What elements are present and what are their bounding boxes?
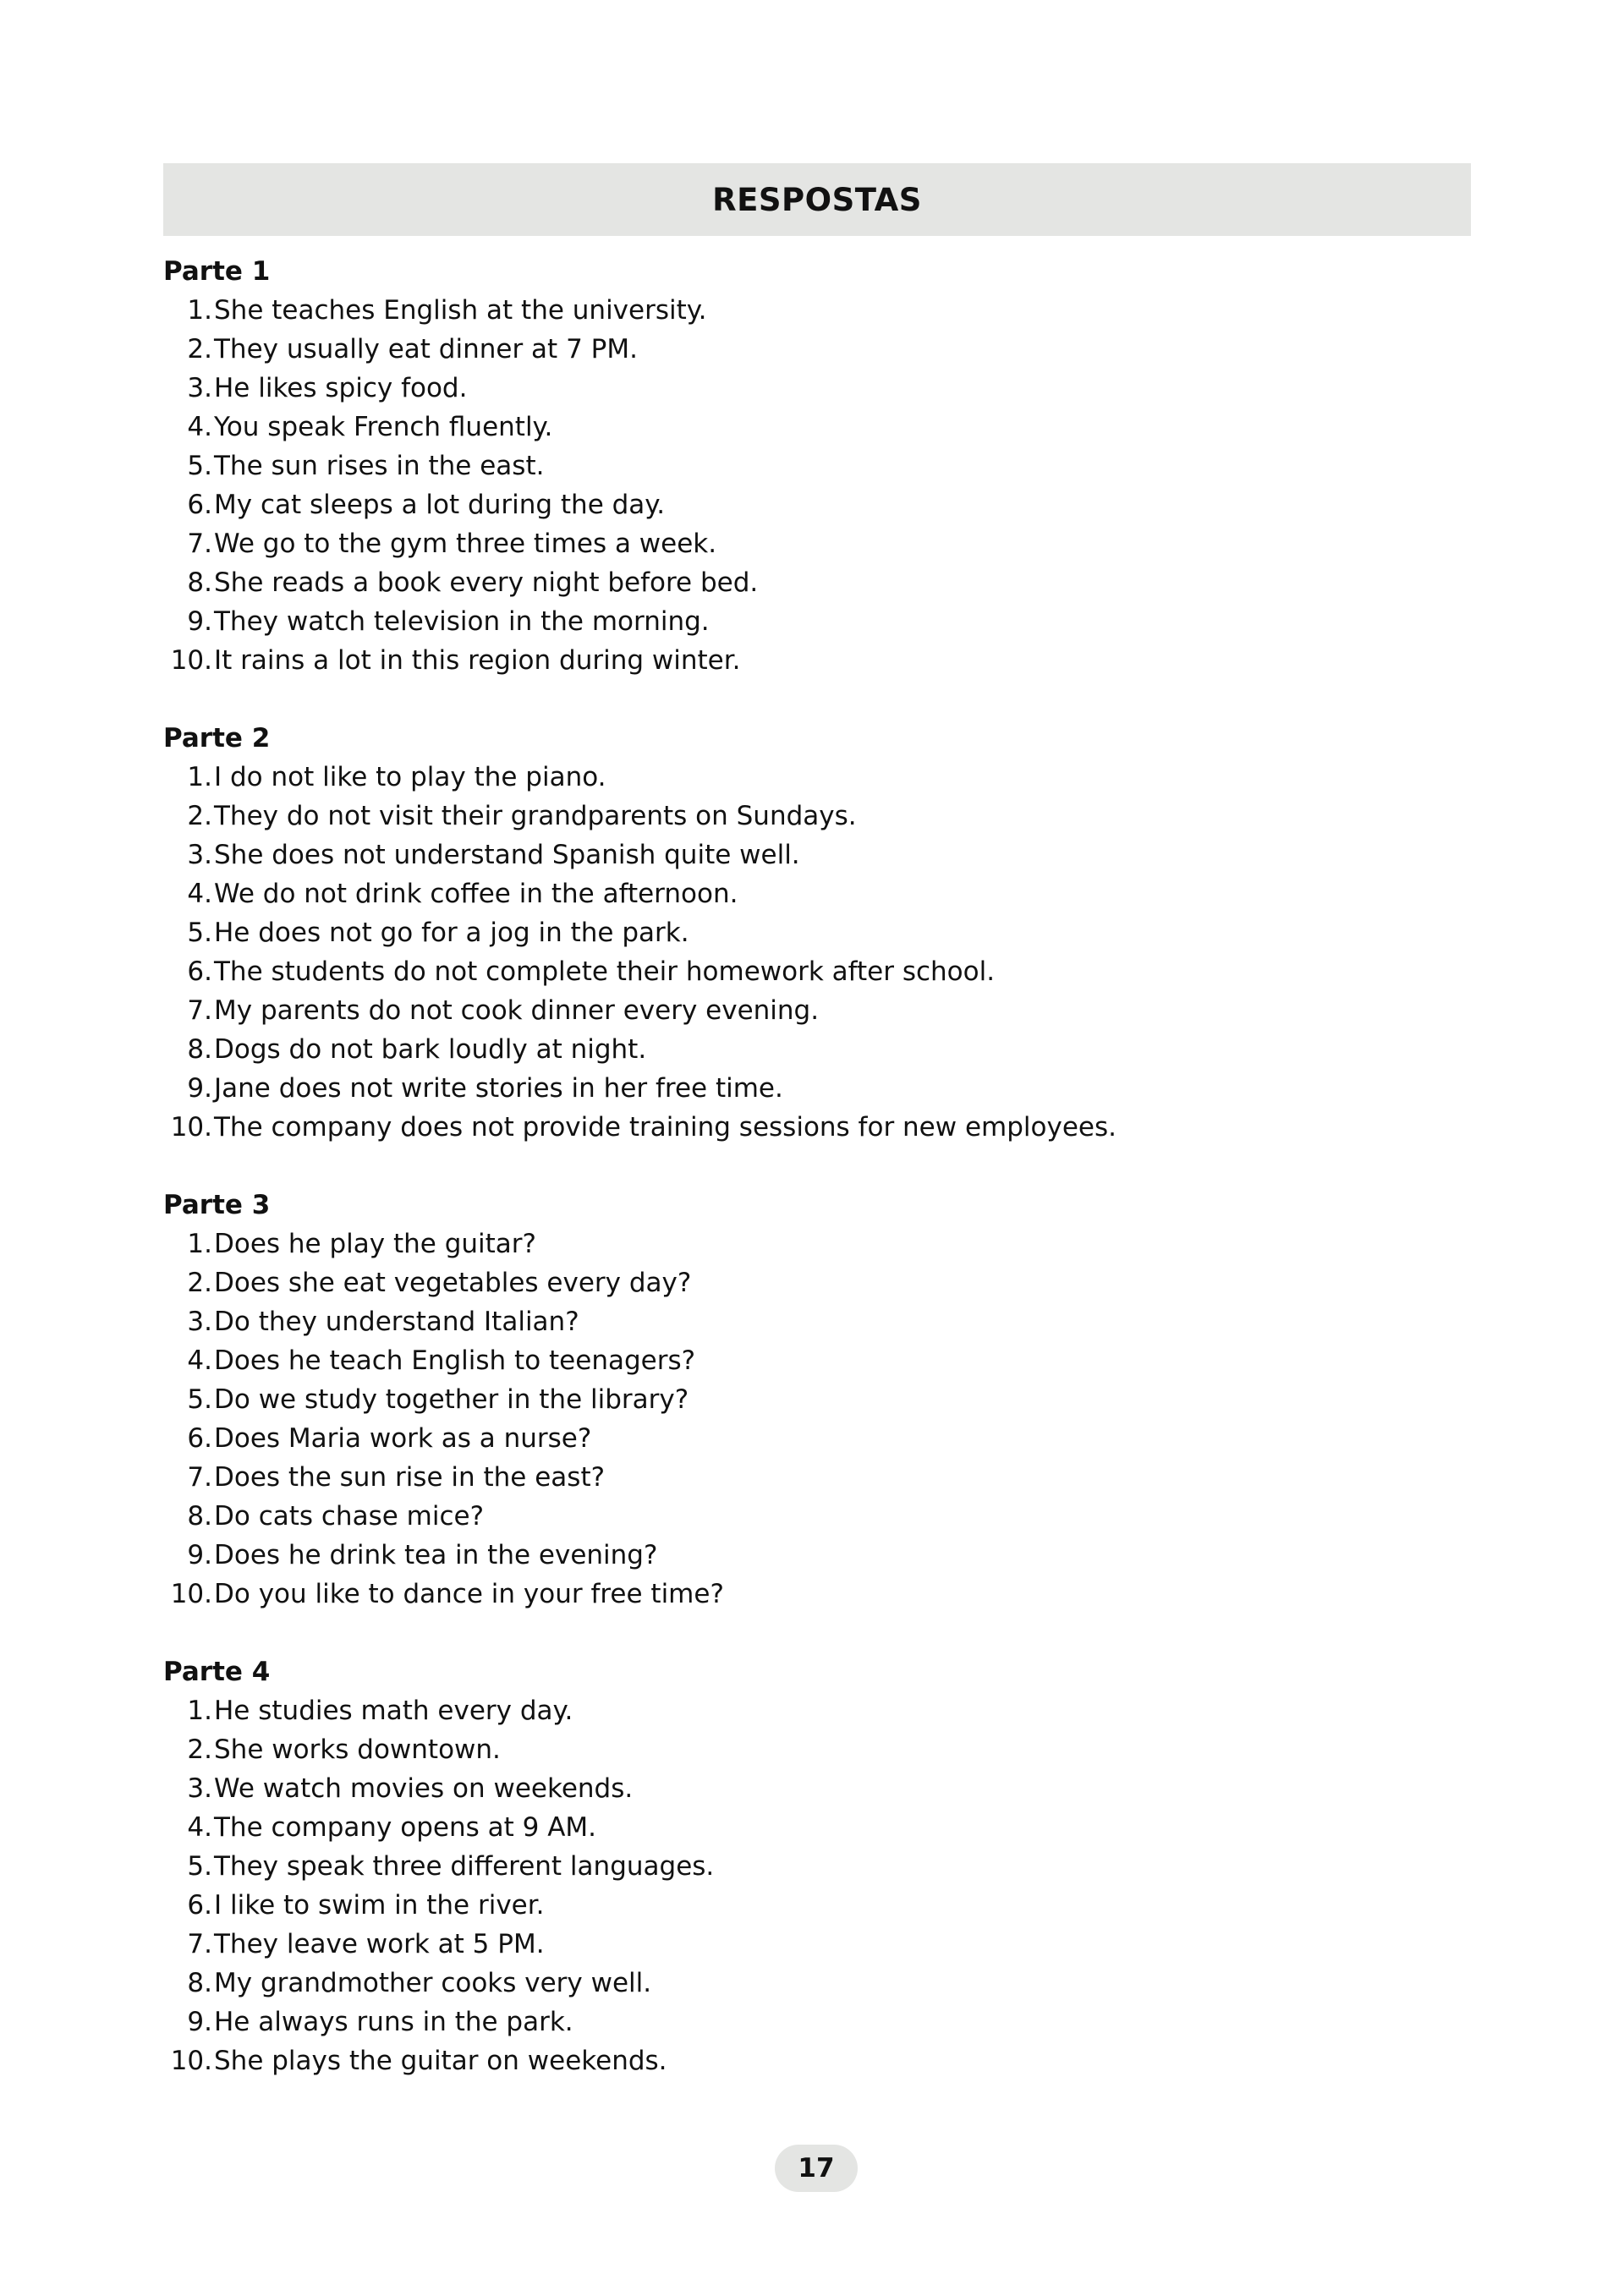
answer-list <box>163 1225 724 1614</box>
list-item <box>163 1030 1116 1069</box>
list-item <box>163 1925 714 1964</box>
item-text: The company opens at 9 AM. <box>214 1812 596 1843</box>
list-item <box>163 1419 724 1458</box>
list-item <box>163 1769 714 1808</box>
list-item <box>163 447 758 485</box>
list-item <box>163 2003 714 2041</box>
list-item <box>163 991 1116 1030</box>
item-number: 9. <box>187 2007 212 2037</box>
item-text: He does not go for a jog in the park. <box>214 918 689 948</box>
item-text: He studies math every day. <box>214 1696 573 1726</box>
item-text: Jane does not write stories in her free time. <box>214 1073 783 1104</box>
item-number: 4. <box>187 1812 212 1843</box>
item-number: 1. <box>187 762 212 792</box>
item-text: The sun rises in the east. <box>214 451 545 481</box>
item-text: Do we study together in the library? <box>214 1384 689 1415</box>
item-text: My parents do not cook dinner every evening. <box>214 995 820 1026</box>
item-number: 7. <box>187 1929 212 1959</box>
section-title: Parte 1 <box>163 256 271 287</box>
item-text: I like to swim in the river. <box>214 1890 545 1921</box>
list-item <box>163 1225 724 1263</box>
answer-list <box>163 758 1116 1147</box>
list-item <box>163 1341 724 1380</box>
list-item <box>163 524 758 563</box>
item-number: 4. <box>187 412 212 442</box>
item-number: 9. <box>187 606 212 637</box>
page-number-badge <box>775 2145 858 2192</box>
item-text: She does not understand Spanish quite well. <box>214 840 800 870</box>
item-text: Does Maria work as a nurse? <box>214 1423 592 1454</box>
list-item <box>163 1069 1116 1108</box>
item-number: 8. <box>187 567 212 598</box>
item-text: Does he play the guitar? <box>214 1229 536 1259</box>
item-number: 5. <box>187 1851 212 1882</box>
item-number: 10. <box>170 645 212 676</box>
item-text: They leave work at 5 PM. <box>214 1929 545 1959</box>
item-text: The students do not complete their homework after school. <box>214 956 996 987</box>
item-text: You speak French fluently. <box>214 412 553 442</box>
item-text: Dogs do not bark loudly at night. <box>214 1034 647 1065</box>
item-number: 7. <box>187 1462 212 1493</box>
item-number: 4. <box>187 1345 212 1376</box>
item-number: 1. <box>187 295 212 326</box>
item-number: 1. <box>187 1696 212 1726</box>
item-text: They speak three different languages. <box>214 1851 715 1882</box>
item-number: 8. <box>187 1501 212 1532</box>
item-number: 5. <box>187 1384 212 1415</box>
answer-list <box>163 1691 714 2080</box>
item-number: 3. <box>187 373 212 403</box>
list-item <box>163 1886 714 1925</box>
section-parte-4 <box>163 1652 714 2080</box>
item-number: 6. <box>187 956 212 987</box>
item-text: They usually eat dinner at 7 PM. <box>214 334 638 364</box>
list-item <box>163 1497 724 1536</box>
list-item <box>163 369 758 408</box>
list-item <box>163 1730 714 1769</box>
section-parte-1 <box>163 252 758 680</box>
item-number: 3. <box>187 1307 212 1337</box>
item-number: 9. <box>187 1540 212 1570</box>
item-number: 10. <box>170 2046 212 2076</box>
list-item <box>163 641 758 680</box>
item-text: Does the sun rise in the east? <box>214 1462 606 1493</box>
list-item <box>163 1536 724 1575</box>
item-number: 8. <box>187 1034 212 1065</box>
list-item <box>163 874 1116 913</box>
item-text: They watch television in the morning. <box>214 606 710 637</box>
item-text: We watch movies on weekends. <box>214 1773 634 1804</box>
item-text: Does he drink tea in the evening? <box>214 1540 658 1570</box>
item-text: Do they understand Italian? <box>214 1307 579 1337</box>
list-item <box>163 2041 714 2080</box>
item-text: I do not like to play the piano. <box>214 762 606 792</box>
item-text: She reads a book every night before bed. <box>214 567 759 598</box>
list-item <box>163 602 758 641</box>
list-item <box>163 1263 724 1302</box>
item-number: 3. <box>187 840 212 870</box>
list-item <box>163 1380 724 1419</box>
list-item <box>163 563 758 602</box>
item-number: 10. <box>170 1579 212 1609</box>
section-title: Parte 3 <box>163 1190 271 1220</box>
item-text: She plays the guitar on weekends. <box>214 2046 667 2076</box>
item-number: 1. <box>187 1229 212 1259</box>
section-title: Parte 4 <box>163 1657 271 1687</box>
list-item <box>163 1847 714 1886</box>
item-number: 7. <box>187 529 212 559</box>
list-item <box>163 758 1116 797</box>
item-text: He always runs in the park. <box>214 2007 573 2037</box>
item-number: 2. <box>187 1734 212 1765</box>
item-number: 7. <box>187 995 212 1026</box>
list-item <box>163 952 1116 991</box>
list-item <box>163 291 758 330</box>
item-text: Do cats chase mice? <box>214 1501 485 1532</box>
list-item <box>163 1108 1116 1147</box>
item-text: Do you like to dance in your free time? <box>214 1579 724 1609</box>
item-number: 10. <box>170 1112 212 1143</box>
item-number: 8. <box>187 1968 212 1998</box>
list-item <box>163 1691 714 1730</box>
item-text: He likes spicy food. <box>214 373 468 403</box>
item-number: 2. <box>187 334 212 364</box>
list-item <box>163 797 1116 836</box>
item-text: She teaches English at the university. <box>214 295 707 326</box>
section-title: Parte 2 <box>163 723 271 753</box>
item-number: 6. <box>187 1890 212 1921</box>
item-text: Does he teach English to teenagers? <box>214 1345 696 1376</box>
list-item <box>163 1575 724 1614</box>
section-parte-3 <box>163 1186 724 1614</box>
item-number: 3. <box>187 1773 212 1804</box>
list-item <box>163 1808 714 1847</box>
item-text: They do not visit their grandparents on Sundays. <box>214 801 857 831</box>
list-item <box>163 1458 724 1497</box>
item-number: 5. <box>187 918 212 948</box>
item-text: It rains a lot in this region during winter. <box>214 645 741 676</box>
item-text: My cat sleeps a lot during the day. <box>214 490 666 520</box>
item-number: 9. <box>187 1073 212 1104</box>
item-number: 6. <box>187 1423 212 1454</box>
list-item <box>163 1302 724 1341</box>
item-number: 2. <box>187 1268 212 1298</box>
answer-list <box>163 291 758 680</box>
list-item <box>163 836 1116 874</box>
item-text: She works downtown. <box>214 1734 501 1765</box>
page-number: 17 <box>798 2153 835 2184</box>
item-text: We do not drink coffee in the afternoon. <box>214 879 738 909</box>
item-number: 2. <box>187 801 212 831</box>
list-item <box>163 408 758 447</box>
header-bar <box>163 163 1471 236</box>
section-parte-2 <box>163 719 1116 1147</box>
list-item <box>163 1964 714 2003</box>
page-title: RESPOSTAS <box>712 181 922 218</box>
item-number: 4. <box>187 879 212 909</box>
item-text: We go to the gym three times a week. <box>214 529 717 559</box>
list-item <box>163 485 758 524</box>
item-number: 5. <box>187 451 212 481</box>
item-text: The company does not provide training sessions for new employees. <box>214 1112 1116 1143</box>
item-text: My grandmother cooks very well. <box>214 1968 652 1998</box>
list-item <box>163 913 1116 952</box>
item-number: 6. <box>187 490 212 520</box>
item-text: Does she eat vegetables every day? <box>214 1268 692 1298</box>
list-item <box>163 330 758 369</box>
